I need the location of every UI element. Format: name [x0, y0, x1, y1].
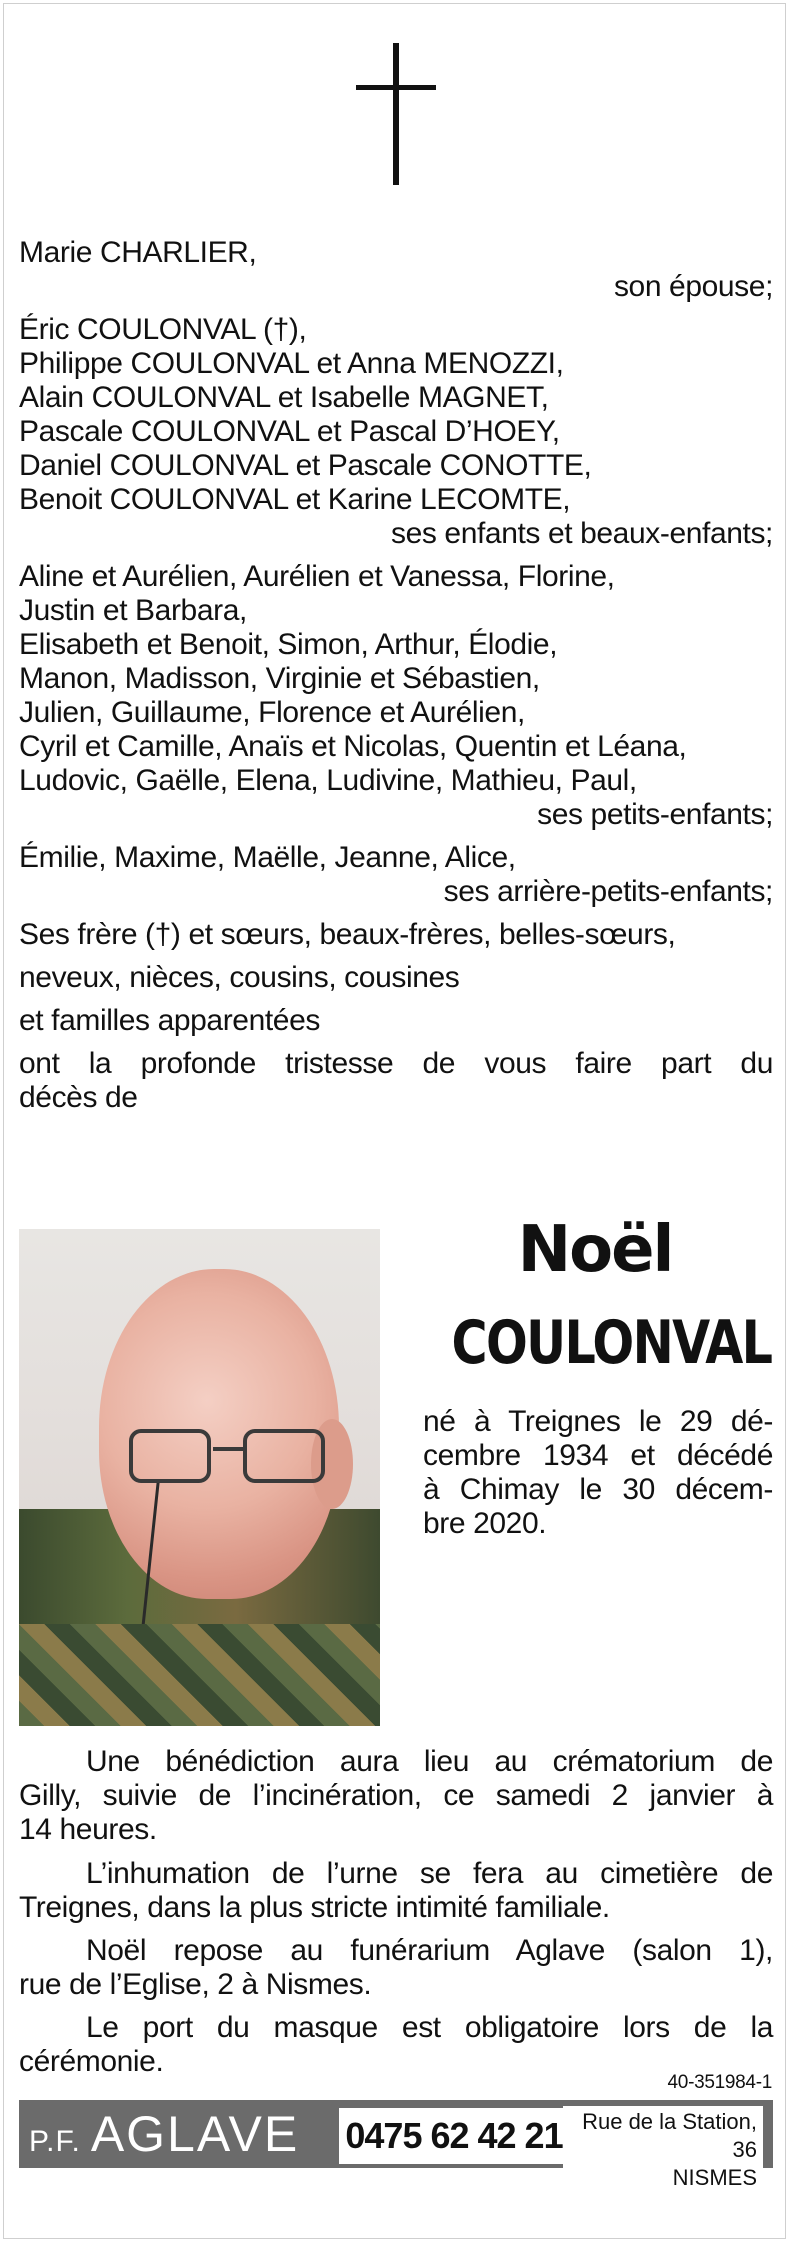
family-line: Marie CHARLIER, — [19, 236, 257, 269]
detail-line: Treignes, dans la plus stricte intimité familiale. — [19, 1891, 610, 1924]
family-line: Justin et Barbara, — [19, 594, 247, 627]
detail-line: Le port du masque est obligatoire lors de la — [86, 2011, 773, 2044]
detail-line: rue de l’Eglise, 2 à Nismes. — [19, 1968, 372, 2001]
funeral-home-banner — [19, 2100, 773, 2190]
family-line: Alain COULONVAL et Isabelle MAGNET, — [19, 381, 549, 414]
detail-paragraph — [19, 2011, 773, 2079]
family-line: Pascale COULONVAL et Pascal D’HOEY, — [19, 415, 560, 448]
reference-number: 40-351984-1 — [667, 2072, 772, 2093]
detail-line: Une bénédiction aura lieu au crématorium de — [86, 1745, 773, 1778]
family-line: et familles apparentées — [19, 1004, 320, 1037]
detail-line: cérémonie. — [19, 2045, 164, 2078]
address-street: Rue de la Station, 36 — [582, 2109, 757, 2162]
birth-line: bre 2020. — [423, 1507, 547, 1540]
birth-death-info — [423, 1405, 773, 1541]
detail-line: Noël repose au funérarium Aglave (salon 1), — [86, 1934, 773, 1967]
family-line: ses enfants et beaux-enfants; — [391, 517, 773, 550]
glasses-icon — [129, 1429, 329, 1489]
phone-number: 0475 62 42 21 — [339, 2108, 569, 2164]
deceased-last-name: COULONVAL — [451, 1308, 772, 1378]
family-line: Julien, Guillaume, Florence et Aurélien, — [19, 696, 525, 729]
family-line: Manon, Madisson, Virginie et Sébastien, — [19, 662, 540, 695]
family-line: ses arrière-petits-enfants; — [443, 875, 773, 908]
family-line: Cyril et Camille, Anaïs et Nicolas, Quentin et Léana, — [19, 730, 687, 763]
deceased-first-name: Noël — [517, 1213, 673, 1287]
birth-line: à Chimay le 30 décem- — [423, 1473, 773, 1506]
family-list — [19, 236, 773, 1115]
birth-line: cembre 1934 et décédé — [423, 1439, 773, 1472]
family-line: Daniel COULONVAL et Pascale CONOTTE, — [19, 449, 592, 482]
family-line: ses petits-enfants; — [537, 798, 773, 831]
family-line: Philippe COULONVAL et Anna MENOZZI, — [19, 347, 564, 380]
detail-paragraph — [19, 1857, 773, 1925]
detail-line: Gilly, suivie de l’incinération, ce samedi 2 janvier à — [19, 1779, 773, 1812]
family-line: Ludovic, Gaëlle, Elena, Ludivine, Mathieu, Paul, — [19, 764, 637, 797]
family-line: Éric COULONVAL (†), — [19, 313, 307, 346]
address-city: NISMES — [672, 2165, 757, 2190]
pf-label: P.F. — [29, 2125, 81, 2158]
portrait-photo — [19, 1229, 380, 1726]
announcement-line: décès de — [19, 1081, 138, 1114]
detail-paragraph — [19, 1934, 773, 2002]
detail-line: 14 heures. — [19, 1813, 157, 1846]
family-line: Émilie, Maxime, Maëlle, Jeanne, Alice, — [19, 841, 516, 874]
detail-line: L’inhumation de l’urne se fera au cimetière de — [86, 1857, 773, 1890]
announcement-line: ont la profonde tristesse de vous faire part du — [19, 1047, 773, 1080]
family-line: Benoit COULONVAL et Karine LECOMTE, — [19, 483, 571, 516]
family-line: Ses frère (†) et sœurs, beaux-frères, belles-sœurs, — [19, 918, 676, 951]
family-line: neveux, nièces, cousins, cousines — [19, 961, 460, 994]
cross-icon — [356, 43, 436, 185]
funeral-home-logo — [29, 2104, 299, 2164]
detail-paragraph — [19, 1745, 773, 1847]
brand-name: AGLAVE — [90, 2106, 300, 2162]
family-line: son épouse; — [613, 270, 773, 303]
birth-line: né à Treignes le 29 dé- — [423, 1405, 773, 1438]
family-line: Elisabeth et Benoit, Simon, Arthur, Élodie, — [19, 628, 558, 661]
address — [563, 2106, 763, 2194]
family-line: Aline et Aurélien, Aurélien et Vanessa, Florine, — [19, 560, 615, 593]
